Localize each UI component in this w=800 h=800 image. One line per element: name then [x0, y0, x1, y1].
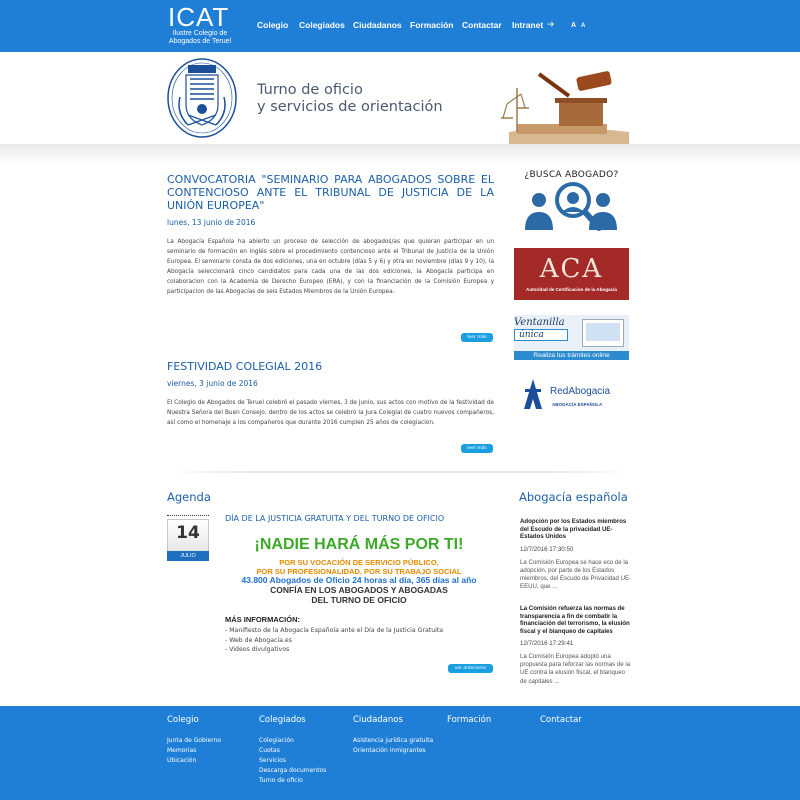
logo-subtitle-2: Abogados de Teruel: [168, 38, 232, 45]
article-title[interactable]: CONVOCATORIA "SEMINARIO PARA ABOGADOS SOBRE EL CONTENCIOSO ANTE EL TRIBUNAL DE JUSTICIA DE LA UNIÓN EUROPEA": [167, 173, 494, 212]
news-item-date: 12/7/2016 17:29:41: [520, 640, 574, 647]
agenda-line-5: DEL TURNO DE OFICIO: [311, 595, 407, 605]
nav-ciudadanos[interactable]: Ciudadanos: [353, 20, 402, 30]
banner-title-line-1: Turno de oficio: [257, 82, 363, 98]
font-size-small-button[interactable]: A: [571, 22, 577, 29]
news-article: [167, 360, 494, 428]
redabogacia-name: RedAbogacia: [550, 386, 611, 397]
more-info-heading: MÁS INFORMACIÓN:: [225, 615, 300, 624]
news-heading: Abogacía española: [519, 490, 628, 504]
news-item-summary: La Comisión Europea adoptó una propuesta para reforzar las normas de la UE contra la elusión fiscal, el blanqueo de capitales ...: [520, 653, 631, 685]
footer-link[interactable]: Colegiación: [259, 737, 294, 744]
nav-colegio[interactable]: Colegio: [257, 20, 289, 30]
aca-logo: ACA: [539, 254, 604, 284]
redabogacia-subtitle: ABOGACÍA ESPAÑOLA: [552, 402, 603, 407]
redabogacia-banner[interactable]: [514, 376, 629, 414]
nav-contactar[interactable]: Contactar: [462, 20, 502, 30]
agenda-link-manifiesto[interactable]: - Manifiesto de la Abogacía Española ante el Día de la Justicia Gratuita: [225, 627, 444, 634]
footer-column-contactar: [540, 715, 582, 736]
footer-link[interactable]: Ubicación: [167, 757, 197, 764]
gavel-image: [499, 64, 633, 144]
calendar-month: JULIO: [167, 551, 209, 561]
agenda-heading: Agenda: [167, 490, 211, 504]
calendar-day: 14: [176, 523, 200, 543]
top-navigation-bar: [0, 0, 800, 52]
logo-text: ICAT: [168, 2, 230, 32]
footer-column-colegio: [167, 715, 221, 766]
footer-heading[interactable]: Contactar: [540, 715, 582, 725]
agenda-line-2: POR SU PROFESIONALIDAD, POR SU TRABAJO SOCIAL: [256, 567, 462, 576]
agenda-line-4: CONFÍA EN LOS ABOGADOS Y ABOGADAS: [270, 585, 448, 595]
aca-certification-banner[interactable]: [514, 248, 629, 300]
footer-link[interactable]: Asistencia jurídica gratuita: [353, 737, 434, 744]
footer-heading[interactable]: Colegio: [167, 715, 199, 725]
site-logo[interactable]: [168, 4, 232, 48]
section-divider: [167, 471, 633, 473]
footer-link[interactable]: Memorias: [167, 747, 197, 754]
nav-colegiados[interactable]: Colegiados: [299, 20, 345, 30]
agenda-event-title[interactable]: DÍA DE LA JUSTICIA GRATUITA Y DEL TURNO DE OFICIO: [225, 514, 445, 523]
footer-link[interactable]: Descarga documentos: [259, 767, 327, 774]
footer-link[interactable]: Orientación inmigrantes: [353, 747, 426, 754]
footer-link[interactable]: Junta de Gobierno: [167, 737, 222, 744]
people-search-icon: [517, 180, 629, 234]
article-body: La Abogacía Española ha abierto un proceso de selección de abogados/as que quieran participar en un seminario de formación en inglés sobre el procedimiento contencioso ante el Tribunal de Justicia de la Unión Europea. El seminario consta de dos ediciones, una en octubre (días 5 y 6) y otra en noviembre (días 9 y 10), la Abogacía seleccionará cinco candidatos para cada una de las dos ediciones, la Abogacía participa en colaboracion con la Academia de Derecho Europeo (ERA), y con la financiación de la Comisión Europea y participacion de las Abogacías de seis Estados Miembros de la Unión Europea.: [167, 239, 494, 295]
nav-intranet[interactable]: Intranet: [512, 20, 544, 30]
footer-column-colegiados: [259, 715, 326, 786]
laptop-image: [582, 319, 624, 347]
read-more-button[interactable]: leer más: [461, 444, 493, 453]
ventanilla-caption: Realiza tus trámites online: [533, 352, 610, 359]
college-seal-icon: [166, 57, 238, 139]
ventanilla-unica-banner[interactable]: [514, 315, 629, 360]
news-item: [520, 605, 632, 686]
see-previous-button[interactable]: ver anteriores: [448, 664, 493, 673]
footer-column-ciudadanos: [353, 715, 433, 756]
agenda-link-videos[interactable]: - Videos divulgativos: [225, 646, 290, 653]
footer-link[interactable]: Servicios: [259, 757, 286, 764]
ventanilla-title: Ventanilla: [514, 317, 565, 328]
footer-column-formacion: [447, 715, 491, 736]
footer-link[interactable]: Turno de oficio: [259, 777, 303, 784]
ventanilla-subtitle: única: [514, 329, 568, 341]
footer-heading[interactable]: Ciudadanos: [353, 715, 403, 725]
news-item-title[interactable]: La Comisión refuerza las normas de transparencia a fin de combatir la financiación del terrorismo, la elusión fiscal y el blanqueo de capitales: [520, 605, 630, 635]
font-size-large-button[interactable]: A: [581, 23, 586, 29]
calendar-icon: [167, 515, 209, 561]
find-lawyer-banner[interactable]: [514, 170, 629, 234]
footer-link[interactable]: Cuotas: [259, 747, 280, 754]
login-arrow-icon[interactable]: ➜: [547, 20, 555, 30]
news-item-summary: La Comisión Europea se hace eco de la adopción, por parte de los Estados miembros, del Escudo de Privacidad UE-EEUU, que ...: [520, 558, 632, 591]
article-title[interactable]: FESTIVIDAD COLEGIAL 2016: [167, 360, 323, 373]
banner-title: [257, 82, 443, 116]
nav-formacion[interactable]: Formación: [410, 20, 454, 30]
redabogacia-logo-icon: [524, 379, 542, 409]
logo-subtitle-1: Ilustre Colegio de: [172, 30, 228, 37]
article-date: viernes, 3 junio de 2016: [167, 379, 258, 388]
news-item-date: 12/7/2016 17:30:50: [520, 545, 574, 553]
agenda-slogan: ¡NADIE HARÁ MÁS POR TI!: [254, 536, 464, 553]
banner-shadow: [0, 144, 800, 164]
footer-heading[interactable]: Colegiados: [259, 715, 306, 725]
news-article: [167, 173, 494, 297]
article-body: El Colegio de Abogados de Teruel celebró el pasado viernes, 3 de junio, sus actos con motivo de la festividad de Nuestra Señora del Buen Consejo, dentro de los actos se celebró la Jura Colegial de cuatro nuevos compañeros, así como el homenaje a los compañeros que durante 2016 cumplen 25 años de colegiacion.: [167, 400, 494, 426]
agenda-line-3: 43.800 Abogados de Oficio 24 horas al día, 365 días al año: [241, 575, 477, 585]
aca-caption: Autoridad de Certificacion de la Abogacía: [526, 287, 617, 292]
banner-title-line-2: y servicios de orientación: [257, 99, 443, 115]
agenda-line-1: POR SU VOCACIÓN DE SERVICIO PÚBLICO,: [279, 558, 439, 567]
agenda-link-web[interactable]: - Web de Abogacía.es: [225, 637, 292, 644]
news-item-title[interactable]: Adopción por los Estados miembros del Escudo de la privacidad UE-Estados Unidos: [520, 518, 627, 540]
find-lawyer-label: ¿BUSCA ABOGADO?: [524, 170, 619, 180]
read-more-button[interactable]: leer más: [461, 333, 493, 342]
news-item: [520, 518, 632, 591]
article-date: lunes, 13 junio de 2016: [167, 218, 256, 227]
footer-heading[interactable]: Formación: [447, 715, 492, 725]
